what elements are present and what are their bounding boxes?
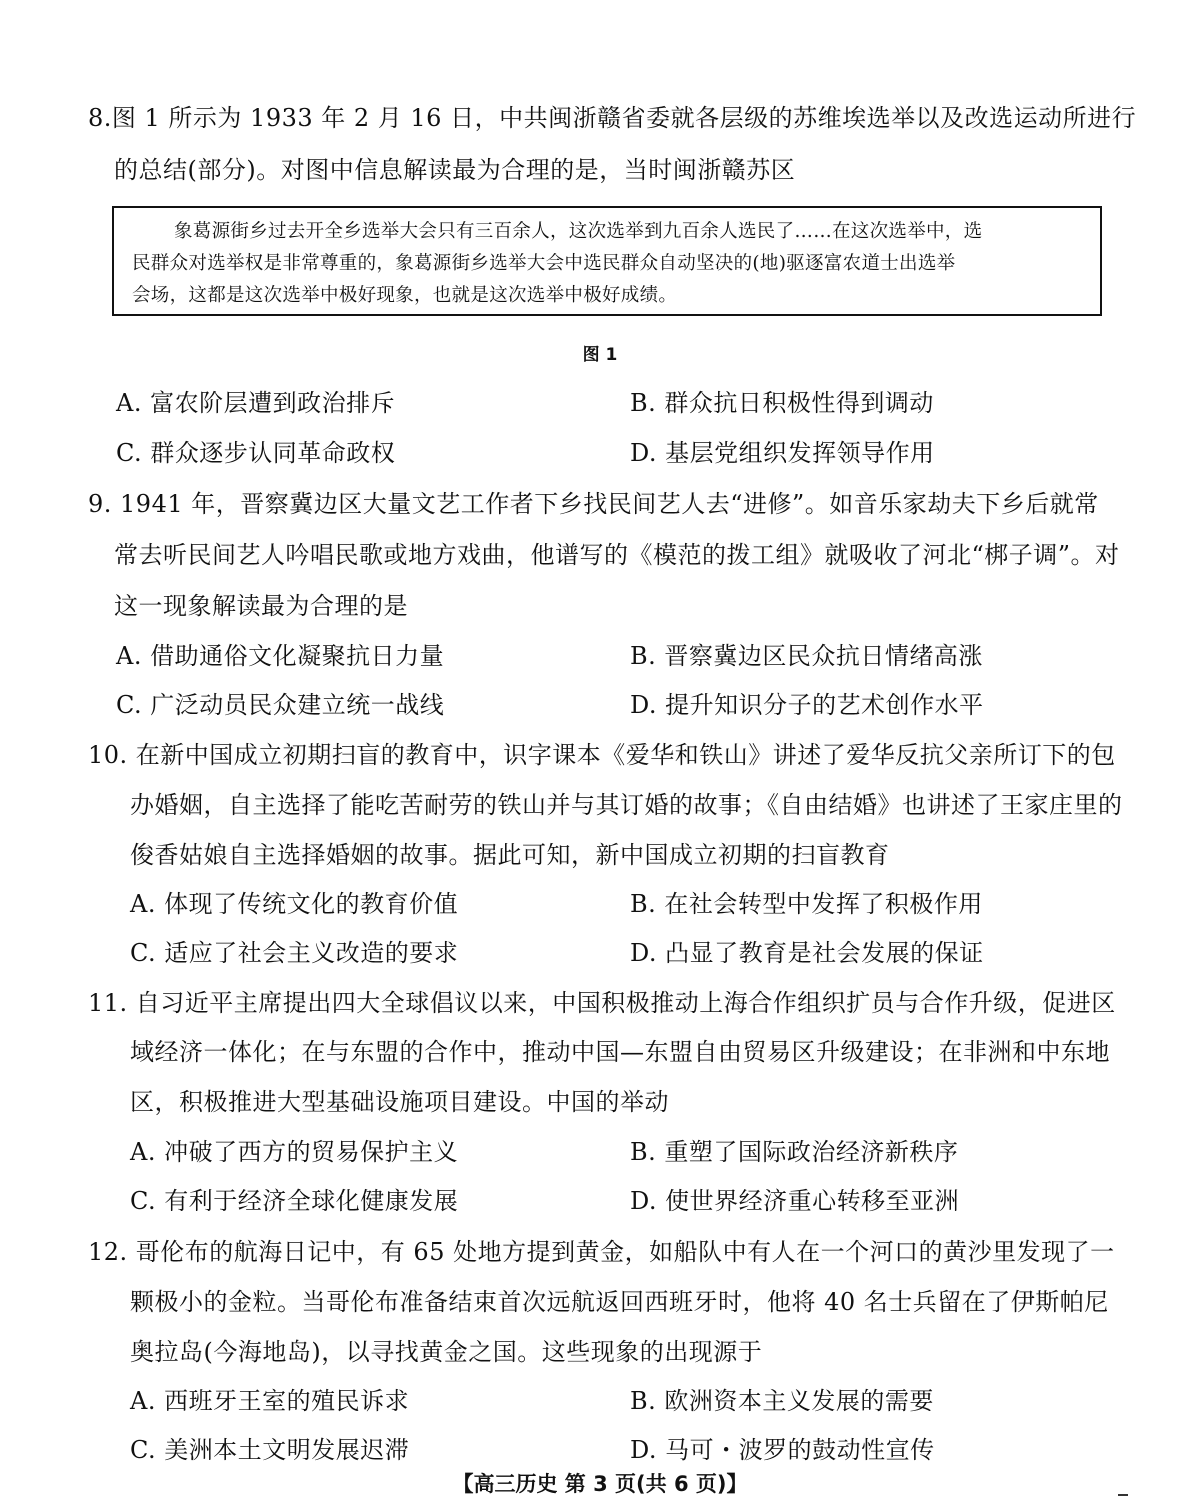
q8-option-c: C. 群众逐步认同革命政权 [116,439,396,467]
quote-line-1: 象葛源街乡过去开全乡选举大会只有三百余人，这次选举到九百余人选民了……在这次选举中，选 [174,221,983,242]
q11-stem-line-3: 区，积极推进大型基础设施项目建设。中国的举动 [130,1088,669,1116]
q10-option-d: D. 凸显了教育是社会发展的保证 [630,939,984,967]
q11-stem-line-1: 11. 自习近平主席提出四大全球倡议以来，中国积极推动上海合作组织扩员与合作升级，促进区 [88,989,1116,1017]
figure-caption: 图 1 [582,345,618,365]
q12-stem-line-1: 12. 哥伦布的航海日记中，有 65 处地方提到黄金，如船队中有人在一个河口的黄沙里发现了一 [88,1238,1115,1266]
corner-mark [1118,1494,1128,1496]
q10-option-c: C. 适应了社会主义改造的要求 [130,939,459,967]
q10-option-a: A. 体现了传统文化的教育价值 [130,890,459,918]
q11-stem-line-2: 域经济一体化；在与东盟的合作中，推动中国—东盟自由贸易区升级建设；在非洲和中东地 [130,1038,1110,1066]
q10-stem-line-1: 10. 在新中国成立初期扫盲的教育中，识字课本《爱华和铁山》讲述了爱华反抗父亲所订下的包 [88,741,1116,769]
q12-option-d: D. 马可・波罗的鼓动性宣传 [630,1436,935,1464]
q9-stem-line-2: 常去听民间艺人吟唱民歌或地方戏曲，他谱写的《模范的拨工组》就吸收了河北“梆子调”。对 [114,541,1120,569]
q9-option-a: A. 借助通俗文化凝聚抗日力量 [116,642,445,670]
q9-option-d: D. 提升知识分子的艺术创作水平 [630,691,984,719]
q10-stem-line-3: 俊香姑娘自主选择婚姻的故事。据此可知，新中国成立初期的扫盲教育 [130,841,890,869]
q9-option-b: B. 晋察冀边区民众抗日情绪高涨 [630,642,983,670]
quote-line-2: 民群众对选举权是非常尊重的，象葛源街乡选举大会中选民群众自动坚决的(地)驱逐富农道士出选举 [132,253,956,274]
q10-option-b: B. 在社会转型中发挥了积极作用 [630,890,983,918]
q12-option-c: C. 美洲本土文明发展迟滞 [130,1436,410,1464]
q11-option-c: C. 有利于经济全球化健康发展 [130,1187,459,1215]
q10-stem-line-2: 办婚姻，自主选择了能吃苦耐劳的铁山并与其订婚的故事；《自由结婚》也讲述了王家庄里的 [130,791,1123,819]
q8-option-a: A. 富农阶层遭到政治排斥 [116,389,396,417]
q12-stem-line-2: 颗极小的金粒。当哥伦布准备结束首次远航返回西班牙时，他将 40 名士兵留在了伊斯帕尼 [130,1288,1109,1316]
q12-option-b: B. 欧洲资本主义发展的需要 [630,1387,934,1415]
q8-option-d: D. 基层党组织发挥领导作用 [630,439,935,467]
page-footer: 【高三历史 第 3 页(共 6 页)】 [452,1472,748,1496]
q12-stem-line-3: 奥拉岛(今海地岛)，以寻找黄金之国。这些现象的出现源于 [130,1338,763,1366]
figure-1-quote-box [112,206,1102,316]
q8-stem-line-1: 8.图 1 所示为 1933 年 2 月 16 日，中共闽浙赣省委就各层级的苏维埃选举以及改选运动所进行 [88,104,1137,132]
q11-option-b: B. 重塑了国际政治经济新秩序 [630,1138,959,1166]
q9-option-c: C. 广泛动员民众建立统一战线 [116,691,445,719]
q9-stem-line-3: 这一现象解读最为合理的是 [114,592,408,620]
q8-option-b: B. 群众抗日积极性得到调动 [630,389,934,417]
q9-stem-line-1: 9. 1941 年，晋察冀边区大量文艺工作者下乡找民间艺人去“进修”。如音乐家劫夫下乡后就常 [88,490,1099,518]
q8-stem-line-2: 的总结(部分)。对图中信息解读最为合理的是，当时闽浙赣苏区 [114,156,796,184]
q12-option-a: A. 西班牙王室的殖民诉求 [130,1387,410,1415]
quote-line-3: 会场，这都是这次选举中极好现象，也就是这次选举中极好成绩。 [132,285,678,306]
q11-option-a: A. 冲破了西方的贸易保护主义 [130,1138,459,1166]
q11-option-d: D. 使世界经济重心转移至亚洲 [630,1187,960,1215]
